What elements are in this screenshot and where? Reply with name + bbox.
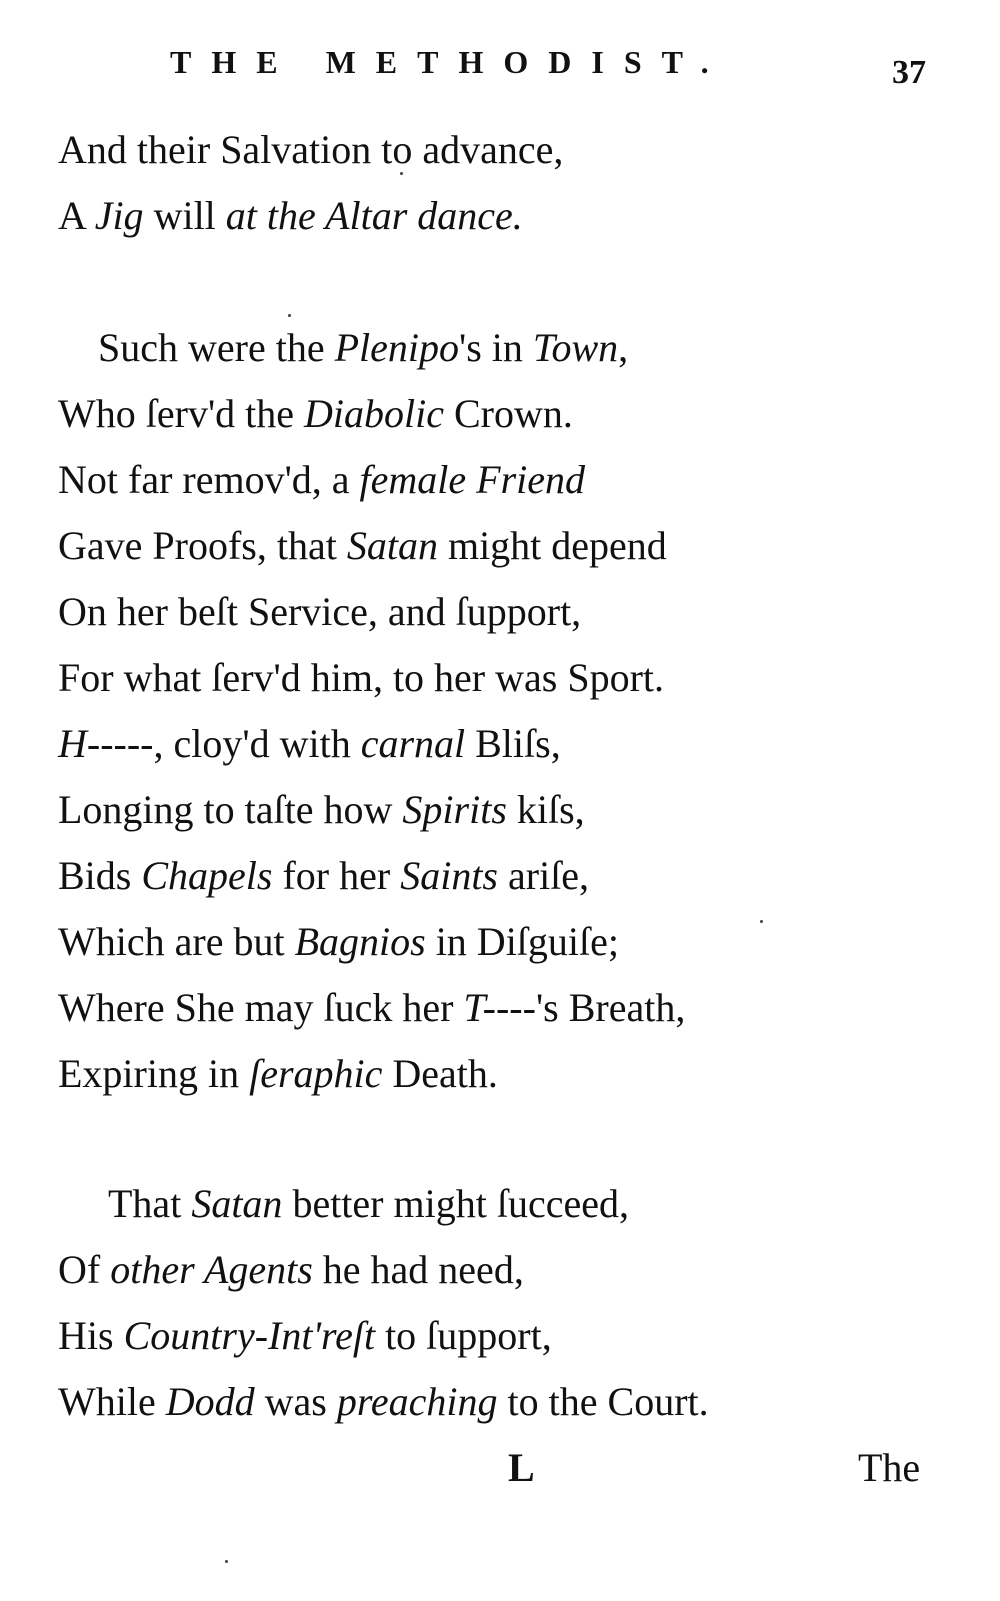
verse-line: Expiring in ſeraphic Death. (58, 1051, 498, 1096)
verse-line: Where She may ſuck her T----'s Breath, (58, 985, 686, 1030)
verse-line: That Satan better might ſucceed, (108, 1181, 629, 1226)
scan-speck (400, 172, 403, 175)
catchword: The (858, 1445, 921, 1490)
verse-line: Bids Chapels for her Saints ariſe, (58, 853, 590, 898)
verse-line: Of other Agents he had need, (58, 1247, 524, 1292)
verse-line: Not far remov'd, a female Friend (58, 457, 586, 502)
verse-line: Which are but Bagnios in Diſguiſe; (58, 919, 620, 964)
verse-line: Gave Proofs, that Satan might depend (58, 523, 667, 568)
verse-line: A Jig will at the Altar dance. (58, 193, 523, 238)
verse-line: H-----, cloy'd with carnal Bliſs, (58, 721, 561, 766)
verse-line: On her beſt Service, and ſupport, (58, 589, 582, 634)
verse-line: For what ſerv'd him, to her was Sport. (58, 655, 665, 700)
verse-line: His Country-Int'reſt to ſupport, (58, 1313, 552, 1358)
verse-line: Longing to taſte how Spirits kiſs, (58, 787, 585, 832)
scan-speck (288, 314, 291, 317)
verse-line: And their Salvation to advance, (58, 127, 564, 172)
verse-line: While Dodd was preaching to the Court. (58, 1379, 709, 1424)
verse-line: Such were the Plenipo's in Town, (98, 325, 629, 370)
scan-speck (760, 920, 763, 923)
page-number: 37 (892, 54, 926, 91)
signature-mark: L (508, 1445, 535, 1490)
running-title: THE METHODIST. (170, 44, 729, 80)
verse-line: Who ſerv'd the Diabolic Crown. (58, 391, 573, 436)
scan-speck (225, 1560, 228, 1563)
